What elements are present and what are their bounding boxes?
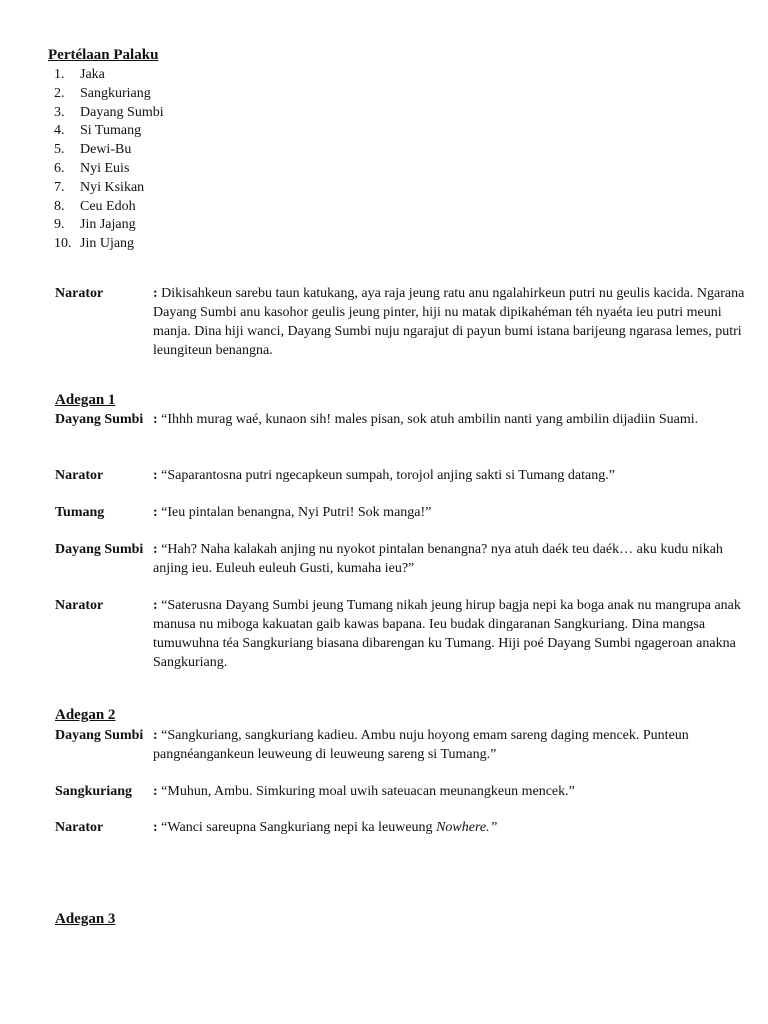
dialogue-line <box>55 540 745 578</box>
speaker-name: Dayang Sumbi <box>55 728 144 743</box>
list-item: 10. Jin Ujang <box>54 236 135 252</box>
list-item: 5. Dewi-Bu <box>54 142 132 158</box>
dialogue-text: : “Saparantosna putri ngecapkeun sumpah, torojol anjing sakti si Tumang datang.” <box>153 468 615 483</box>
dialogue-line <box>55 410 745 429</box>
dialogue-line <box>55 782 745 801</box>
scene-heading: Adegan 2 <box>55 707 116 723</box>
dialogue-line <box>55 726 745 764</box>
list-item: 2. Sangkuriang <box>54 85 151 101</box>
dialogue-text: : “Muhun, Ambu. Simkuring moal uwih sateuacan meunangkeun mencek.” <box>153 784 575 799</box>
dialogue-text: : “Sangkuriang, sangkuriang kadieu. Ambu nuju hoyong emam sareng daging mencek. Punteun pangnéangankeun leuweung di leuweung sareng si Tumang.” <box>153 728 689 762</box>
dialogue-line <box>55 818 745 837</box>
speaker-name: Narator <box>55 598 104 613</box>
speaker-name: Dayang Sumbi <box>55 542 144 557</box>
speaker-name: Narator <box>55 286 104 301</box>
list-item: 7. Nyi Ksikan <box>54 179 145 195</box>
speaker-name: Narator <box>55 820 104 835</box>
list-item: 4. Si Tumang <box>54 123 142 139</box>
dialogue-line <box>55 503 745 522</box>
list-item: 9. Jin Jajang <box>54 217 136 233</box>
dialogue-text: : “Ieu pintalan benangna, Nyi Putri! Sok manga!” <box>153 505 432 520</box>
cast-title: Pertélaan Palaku <box>48 47 159 63</box>
scene-heading: Adegan 3 <box>55 911 116 927</box>
speaker-name: Narator <box>55 468 104 483</box>
dialogue-text: : “Hah? Naha kalakah anjing nu nyokot pintalan benangna? nya atuh daék teu daék… aku kudu nikah anjing ieu. Euleuh euleuh Gusti, kumaha ieu?” <box>153 542 723 576</box>
intro-line <box>55 284 745 360</box>
dialogue-line <box>55 596 745 672</box>
cast-list <box>54 66 164 254</box>
list-item: 8. Ceu Edoh <box>54 198 136 214</box>
dialogue-text: : “Saterusna Dayang Sumbi jeung Tumang nikah jeung hirup bagja nepi ka boga anak nu mangrupa anak manusa nu miboga kakuatan gaib kawas bapana. Ieu budak dingaranan Sangkuriang. Dina mangsa tumuwuhna téa Sangkuriang biasana dibarengan ku Tumang. Hiji poé Dayang Sumbi ngageroan anakna Sangkuriang. <box>153 598 741 670</box>
dialogue-line <box>55 466 745 485</box>
speaker-name: Sangkuriang <box>55 784 133 799</box>
list-item: 6. Nyi Euis <box>54 160 130 176</box>
speaker-name: Dayang Sumbi <box>55 412 144 427</box>
dialogue-text: : “Ihhh murag waé, kunaon sih! males pisan, sok atuh ambilin nanti yang ambilin dijadiin Suami. <box>153 412 699 427</box>
list-item: 3. Dayang Sumbi <box>54 104 164 120</box>
list-item: 1. Jaka <box>54 67 105 82</box>
dialogue-text: : Dikisahkeun sarebu taun katukang, aya raja jeung ratu anu ngalahirkeun putri nu geulis kacida. Ngarana Dayang Sumbi anu kasohor geulis jeung pinter, hiji nu matak dipikahéman téh nyaéta ieu putri meuni manja. Dina hiji wanci, Dayang Sumbi nuju ngarajut di payun bumi istana barijeung ngarasa lemes, putri leungiteun benangna. <box>153 286 745 358</box>
scene-heading: Adegan 1 <box>55 392 116 408</box>
speaker-name: Tumang <box>55 505 105 520</box>
dialogue-text: : “Wanci sareupna Sangkuriang nepi ka leuweung Nowhere.” <box>153 820 498 835</box>
